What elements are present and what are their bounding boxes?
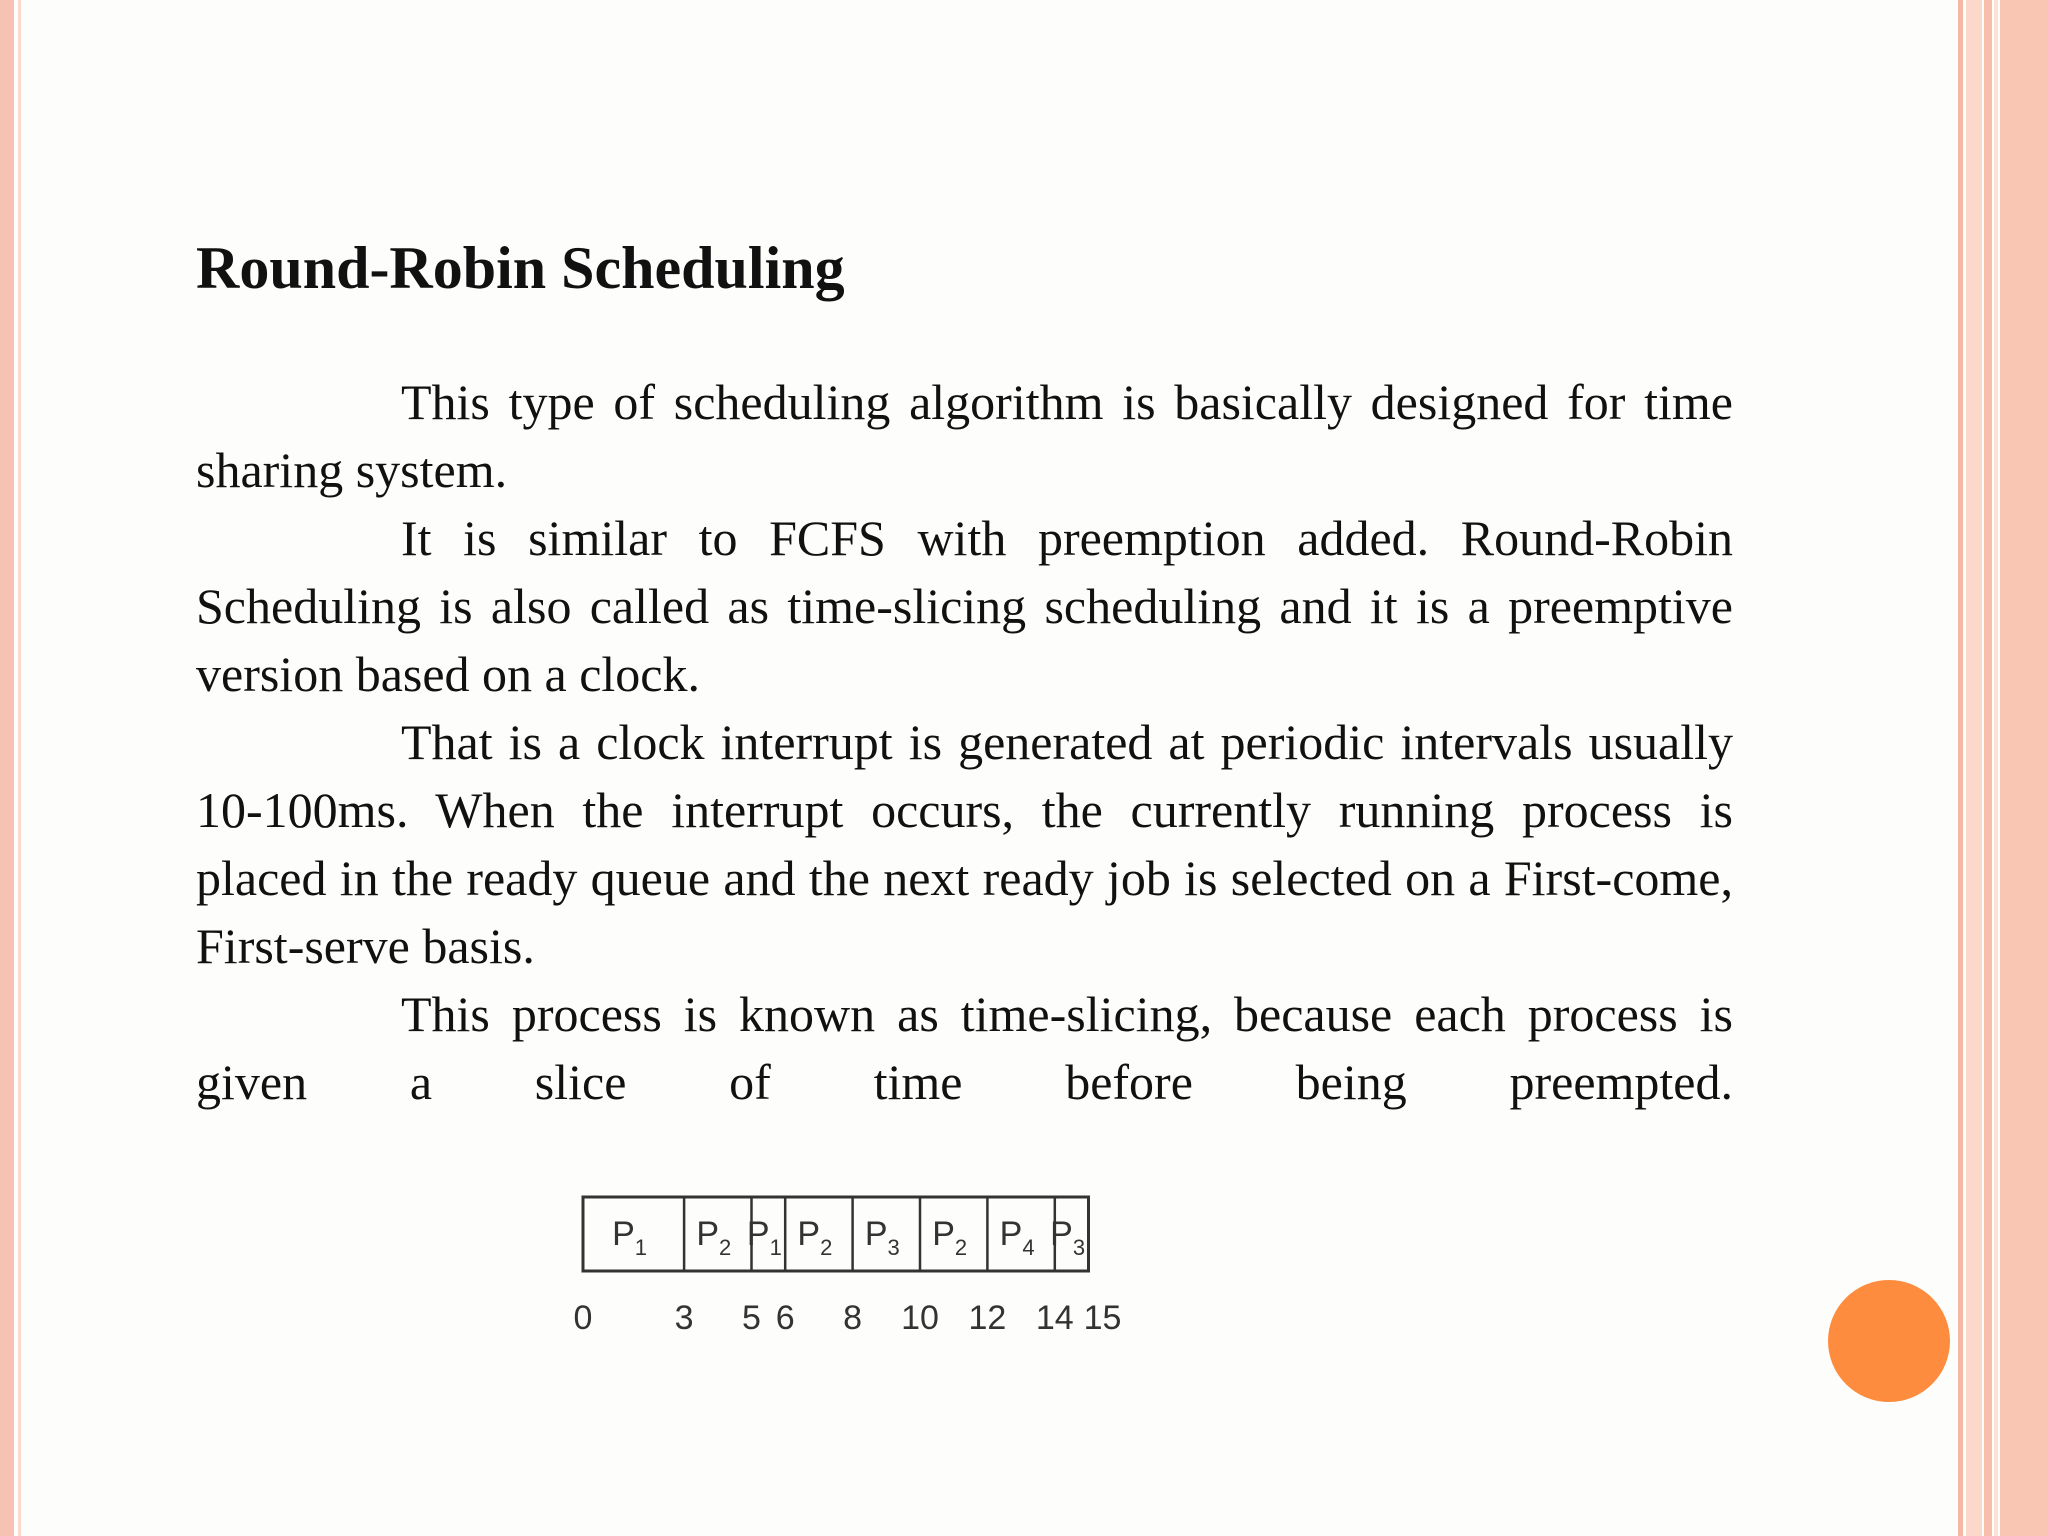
right-border-stripe (1984, 0, 1992, 1536)
gantt-process-label: $P_1$ (612, 1215, 648, 1260)
slide-body (196, 368, 1733, 1116)
gantt-process-label: $P_2$ (797, 1215, 833, 1260)
gantt-svg (560, 1185, 1410, 1365)
gantt-process-label: $P_1$ (746, 1215, 782, 1260)
gantt-tick-label: 3 (674, 1299, 694, 1337)
slide-title: Round-Robin Scheduling (196, 235, 845, 301)
gantt-tick-label: 0 (573, 1299, 593, 1337)
gantt-tick-label: 14 (1035, 1299, 1074, 1337)
paragraph-2: It is similar to FCFS with preemption added. Round-Robin Scheduling is also called as time-slicing scheduling and it is a preemptive version based on a clock. (196, 510, 1733, 702)
left-border (0, 0, 14, 1536)
gantt-tick-label: 15 (1083, 1299, 1122, 1337)
gantt-process-label: $P_3$ (1050, 1215, 1086, 1260)
left-border-inner (18, 0, 21, 1536)
paragraph-3: That is a clock interrupt is generated at periodic intervals usually 10-100ms. When the interrupt occurs, the currently running process is placed in the ready queue and the next ready job is selected on a First-come, First-serve basis. (196, 714, 1733, 974)
paragraph-4: This process is known as time-slicing, because each process is given a slice of time before being preempted. (196, 986, 1733, 1110)
gantt-tick-label: 8 (843, 1299, 863, 1337)
right-border-stripe (2000, 0, 2048, 1536)
orange-dot-decoration (1828, 1280, 1950, 1402)
right-border-stripe (1994, 0, 1998, 1536)
gantt-tick-label: 10 (901, 1299, 939, 1337)
right-border-stripe (1958, 0, 1963, 1536)
gantt-process-label: $P_4$ (999, 1215, 1035, 1260)
gantt-chart (560, 1185, 1410, 1365)
gantt-tick-label: 12 (968, 1299, 1007, 1337)
gantt-process-label: $P_3$ (864, 1215, 900, 1260)
gantt-tick-label: 6 (775, 1299, 795, 1337)
right-border-stripe (1966, 0, 1982, 1536)
gantt-tick-label: 5 (742, 1299, 761, 1337)
gantt-process-label: $P_2$ (696, 1215, 732, 1260)
paragraph-1: This type of scheduling algorithm is basically designed for time sharing system. (196, 374, 1733, 498)
gantt-process-label: $P_2$ (932, 1215, 968, 1260)
